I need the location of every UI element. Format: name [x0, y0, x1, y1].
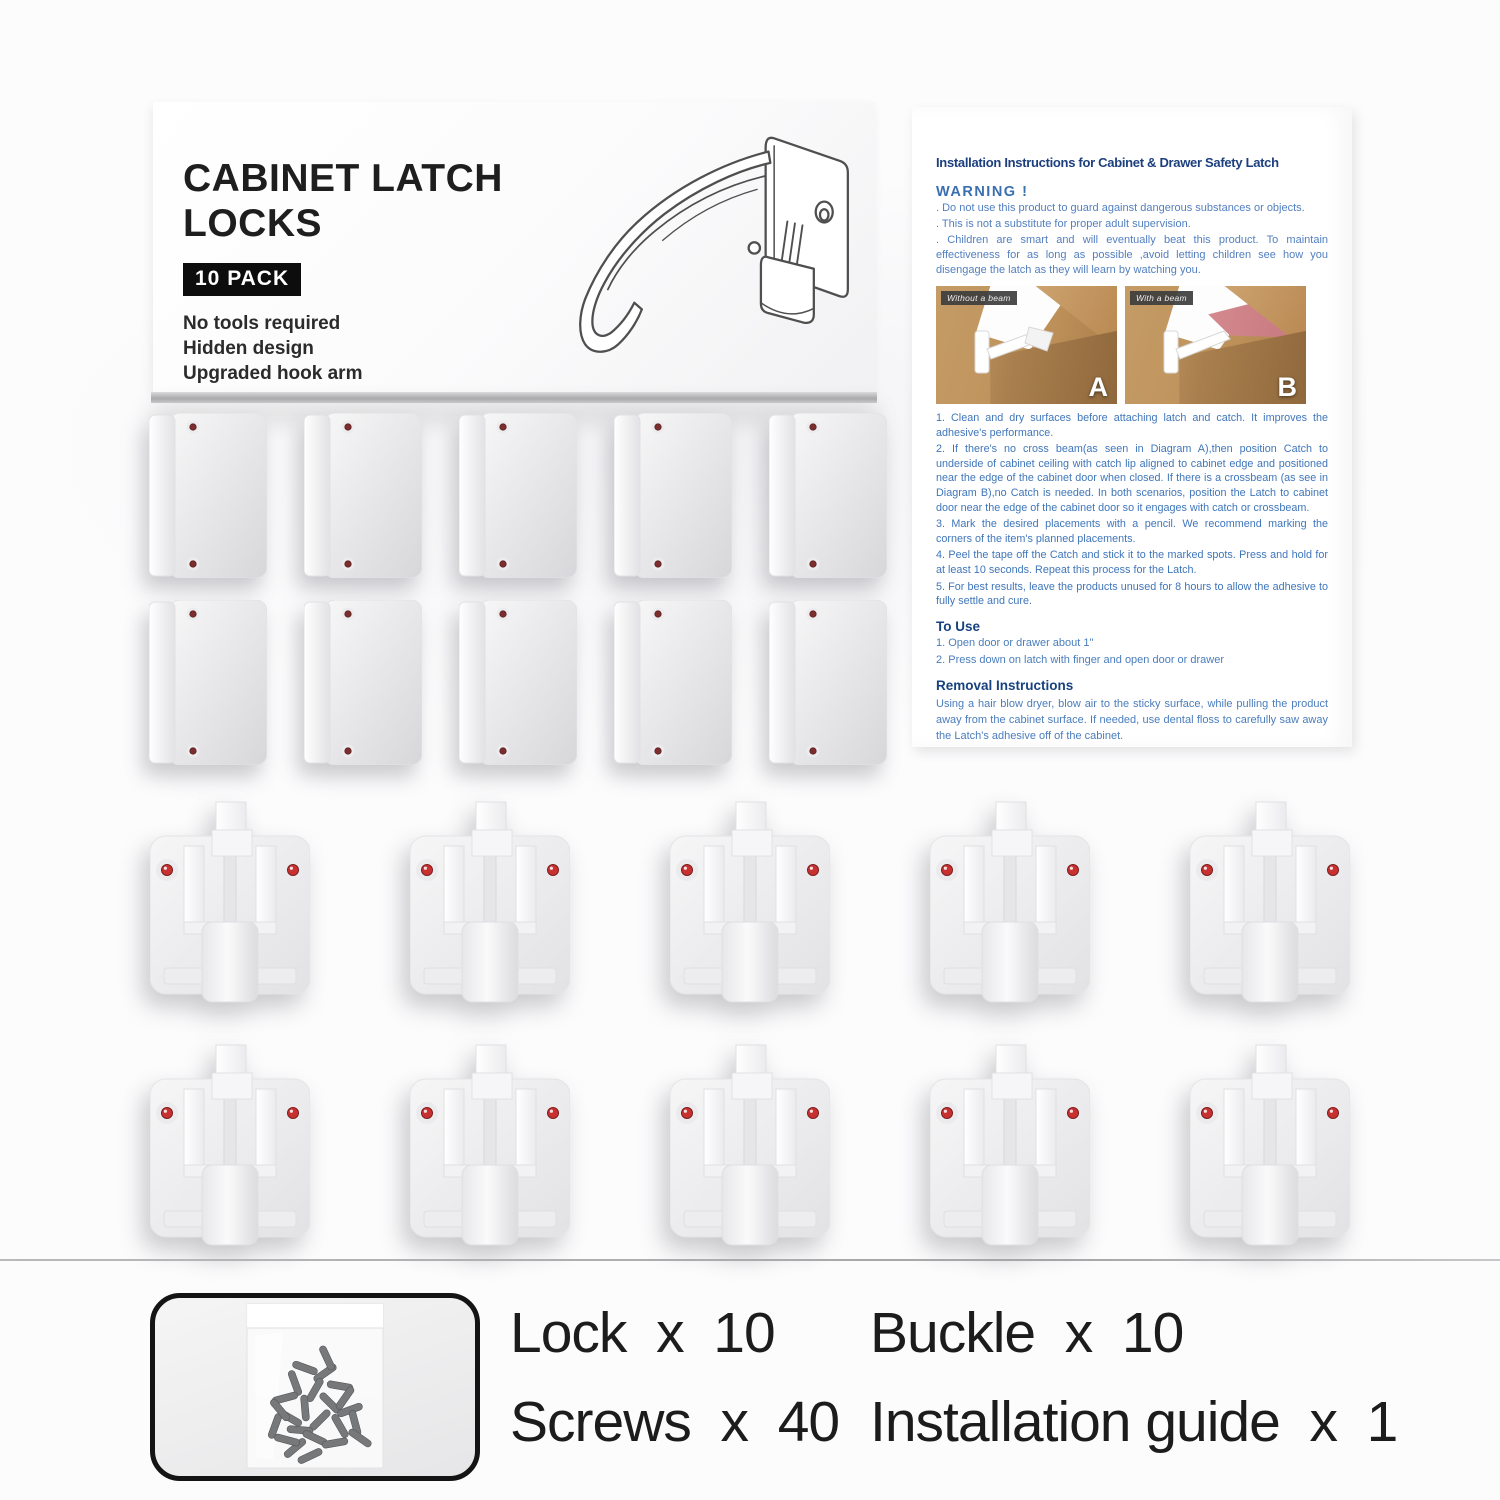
box-feature: Upgraded hook arm: [183, 363, 363, 384]
product-box: [153, 102, 875, 392]
latch-line-drawing-icon: [515, 110, 867, 384]
lock-item: [1190, 1043, 1350, 1250]
buckle-item: [614, 600, 732, 765]
buckle-item: [304, 413, 422, 578]
buckle-item: [149, 413, 267, 578]
legend-buckle-count: Buckle x 10: [870, 1301, 1184, 1365]
box-feature: Hidden design: [183, 338, 314, 359]
lock-item: [410, 800, 570, 1007]
pack-count-badge: 10 PACK: [183, 263, 301, 296]
lock-item: [1190, 800, 1350, 1007]
lock-item: [930, 1043, 1090, 1250]
warning-line: . Children are smart and will eventually beat this product. To maintain effectiveness for as long as possible ,avoid letting children see how you disengage the latch as they will learn by watching you.: [936, 234, 1328, 276]
to-use-list: [936, 636, 1328, 668]
lock-item: [670, 1043, 830, 1250]
diagram-label-chip: With a beam: [1130, 291, 1193, 305]
lock-item: [150, 1043, 310, 1250]
legend-lock-count: Lock x 10: [510, 1301, 775, 1365]
to-use-heading: To Use: [936, 618, 981, 634]
diagram-a-image: [936, 286, 1117, 404]
contents-legend: [510, 1302, 1397, 1453]
buckle-item: [769, 413, 887, 578]
diagram-label-chip: Without a beam: [941, 291, 1017, 305]
removal-heading: Removal Instructions: [936, 677, 1074, 693]
divider-line: [0, 1259, 1500, 1261]
warning-line: . This is not a substitute for proper adult supervision.: [936, 218, 1191, 230]
diagram-letter: A: [1088, 372, 1108, 402]
step: 2. If there's no cross beam(as seen in Diagram A),then position Catch to underside of cabinet ceiling with catch lip aligned to cabinet edge and positioned near the edge of the cabinet door when closed. If there is a crossbeam (as see in Diagram B),no Catch is needed. In both scenarios, position the Latch to cabinet door near the edge of the cabinet door so it engages with catch or crossbeam.: [936, 443, 1328, 514]
box-feature: No tools required: [183, 313, 341, 334]
latch-photo-icon: [1158, 319, 1254, 383]
buckle-item: [769, 600, 887, 765]
sheet-title: Installation Instructions for Cabinet & Drawer Safety Latch: [936, 155, 1279, 170]
buckle-grid: [149, 413, 887, 765]
step: 5. For best results, leave the products unused for 8 hours to allow the adhesive to fully settle and cure.: [936, 580, 1328, 608]
buckle-item: [459, 600, 577, 765]
lock-item: [150, 800, 310, 1007]
buckle-item: [459, 413, 577, 578]
to-use-step: 2. Press down on latch with finger and open door or drawer: [936, 653, 1224, 666]
box-title-line2: LOCKS: [183, 202, 322, 245]
removal-text: Using a hair blow dryer, blow air to the sticky surface, while pulling the product away from the cabinet surface. If needed, use dental floss to carefully saw away the Latch's adhesive off of the cabinet.: [936, 697, 1328, 742]
buckle-item: [614, 413, 732, 578]
lock-item: [930, 800, 1090, 1007]
diagram-b-image: [1125, 286, 1306, 404]
instruction-sheet: [912, 107, 1352, 747]
diagram-row: [936, 286, 1328, 404]
screws-bag-image: [155, 1298, 475, 1476]
step: 1. Clean and dry surfaces before attaching latch and catch. It improves the adhesive's performance.: [936, 412, 1328, 439]
legend-guide-count: Installation guide x 1: [870, 1390, 1398, 1454]
lock-item: [670, 800, 830, 1007]
warning-text: [936, 201, 1328, 278]
lock-item: [410, 1043, 570, 1250]
diagram-letter: B: [1277, 372, 1297, 402]
to-use-step: 1. Open door or drawer about 1": [936, 636, 1094, 649]
latch-photo-icon: [969, 319, 1065, 383]
legend-screws-count: Screws x 40: [510, 1390, 840, 1454]
step: 3. Mark the desired placements with a pencil. We recommend marking the corners of the item's planned placements.: [936, 518, 1328, 545]
installation-steps: [936, 411, 1328, 609]
screws-bag-panel: [150, 1293, 480, 1481]
buckle-item: [304, 600, 422, 765]
buckle-item: [149, 600, 267, 765]
lock-grid: [150, 800, 1350, 1250]
warning-line: . Do not use this product to guard against dangerous substances or objects.: [936, 202, 1305, 214]
box-title-line1: CABINET LATCH: [183, 157, 503, 200]
step: 4. Peel the tape off the Catch and stick it to the marked spots. Press and hold for at least 10 seconds. Repeat this process for the Latch.: [936, 549, 1328, 576]
warning-heading: WARNING !: [936, 184, 1029, 200]
